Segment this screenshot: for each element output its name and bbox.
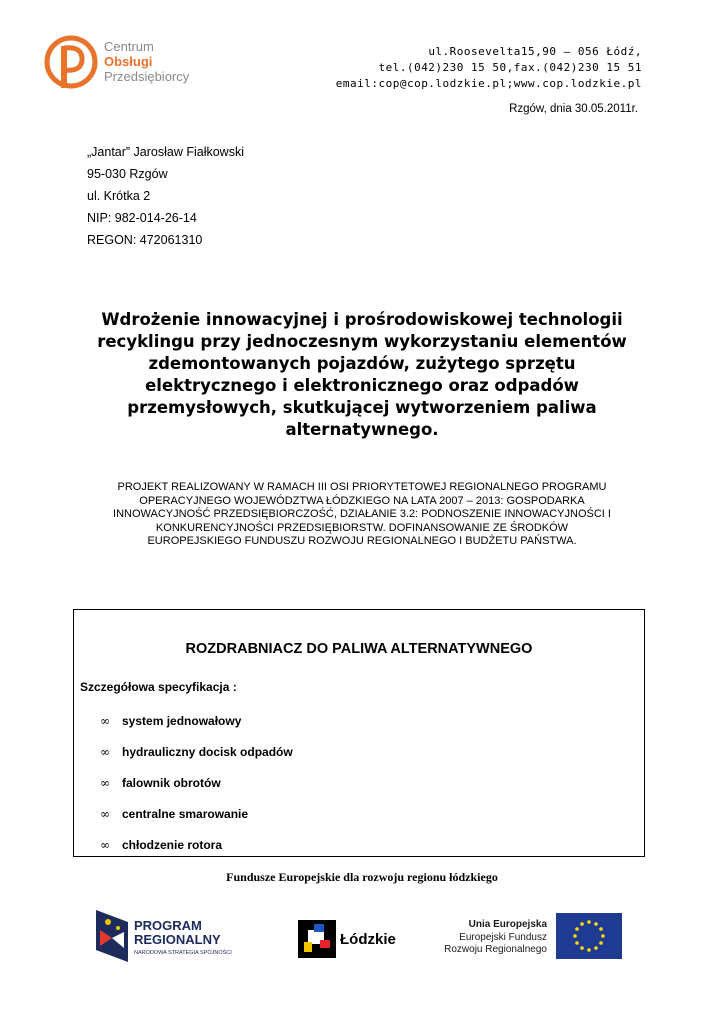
contact-email: email:cop@cop.lodzkie.pl;www.cop.lodzkie.pl [335,77,642,90]
eu-text [432,919,547,957]
spec-box [73,609,645,857]
lodzkie-icon [298,920,336,958]
spec-item-text: falownik obrotów [122,775,221,790]
spec-item-text: system jednowałowy [122,713,242,728]
spec-label: Szczegółowa specyfikacja : [80,680,237,694]
project-line: OPERACYJNEGO WOJEWÓDZTWA ŁÓDZKIEGO NA LATA 2007 – 2013: GOSPODARKA [139,494,585,507]
list-item [100,736,293,767]
program-line-2: REGIONALNY [134,932,221,947]
logo-line-2: Obsługi [104,54,153,69]
spec-item-text: hydrauliczny docisk odpadów [122,744,293,759]
footer-funds-text: Fundusze Europejskie dla rozwoju regionu łódzkiego [226,870,498,884]
contact-phone: tel.(042)230 15 50,fax.(042)230 15 51 [378,61,642,74]
eu-line-2: Europejski Fundusz [459,931,547,943]
contact-block [336,44,642,92]
document-title [88,309,636,441]
cop-logo-icon [44,32,100,94]
eu-line-3: Rozwoju Regionalnego [444,944,547,955]
list-item [100,767,293,798]
title-line: recyklingu przy jednoczesnym wykorzystaniu elementów [97,332,627,351]
project-line: EUROPEJSKIEGO FUNDUSZU ROZWOJU REGIONALNEGO I BUDŻETU PAŃSTWA. [147,535,577,547]
project-line: INNOWACYJNOŚĆ PRZEDSIĘBIORCZOŚĆ, DZIAŁANIE 3.2: PODNOSZENIE INNOWACYJNOŚCI I [113,508,611,520]
list-item [100,829,293,860]
list-item [100,798,293,829]
program-regionalny-text [134,919,221,947]
infinity-bullet-icon: ∞ [100,775,110,790]
infinity-bullet-icon: ∞ [100,806,110,821]
recipient-regon: REGON: 472061310 [87,233,203,247]
spec-item-text: chłodzenie rotora [122,837,223,852]
recipient-postal: 95-030 Rzgów [87,167,168,181]
infinity-bullet-icon: ∞ [100,744,110,759]
recipient-nip: NIP: 982-014-26-14 [87,211,197,225]
cop-logo [44,32,194,94]
logo-line-3: Przedsiębiorcy [104,69,190,84]
project-line: KONKURENCYJNOŚCI PRZEDSIĘBIORSTW. DOFINANSOWANIE ZE ŚRODKÓW [155,521,569,534]
contact-address: ul.Roosevelta15,90 – 056 Łódź, [428,45,642,58]
program-regionalny-icon [94,908,130,964]
eu-line-1: Unia Europejska [468,919,547,930]
infinity-bullet-icon: ∞ [100,837,110,852]
footer-logos [0,908,724,978]
infinity-bullet-icon: ∞ [100,713,110,728]
project-statement [82,481,642,549]
recipient-name: „Jantar” Jarosław Fiałkowski [87,145,244,159]
recipient-street: ul. Krótka 2 [87,189,151,203]
title-line: Wdrożenie innowacyjnej i prośrodowiskowej technologii [101,310,623,329]
title-line: przemysłowych, skutkującej wytworzeniem paliwa [127,398,597,417]
recipient-address [87,141,244,251]
logo-line-1: Centrum [104,39,154,54]
program-subtitle: NARODOWA STRATEGIA SPÓJNOŚCI [134,950,232,956]
eu-logo [432,913,632,963]
project-line: PROJEKT REALIZOWANY W RAMACH III OSI PRIORYTETOWEJ REGIONALNEGO PROGRAMU [117,481,607,493]
title-line: alternatywnego. [285,420,439,439]
spec-list [100,705,293,860]
logo-text [104,39,189,84]
spec-box-title: ROZDRABNIACZ DO PALIWA ALTERNATYWNEGO [185,641,533,657]
list-item [100,705,293,736]
program-line-1: PROGRAM [134,918,202,933]
lodzkie-logo [298,920,408,960]
spec-item-text: centralne smarowanie [122,806,249,821]
eu-flag-icon [556,913,622,959]
lodzkie-text: Łódzkie [340,931,396,948]
title-line: elektrycznego i elektronicznego oraz odpadów [145,376,579,395]
title-line: zdemontowanych pojazdów, zużytego sprzętu [148,354,576,373]
document-date: Rzgów, dnia 30.05.2011r. [509,103,638,115]
program-regionalny-logo [94,908,264,968]
